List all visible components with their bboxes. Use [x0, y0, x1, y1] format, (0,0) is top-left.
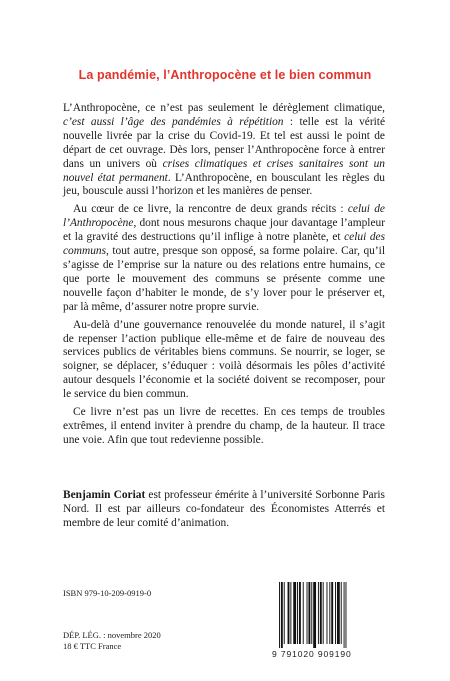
barcode-bar [346, 582, 347, 648]
book-title: La pandémie, l’Anthropocène et le bien commun [78, 68, 372, 82]
barcode-bar [293, 582, 296, 644]
italic-phrase: crises climatiques et crises sanitaires sont un nouvel état permanent [63, 157, 385, 184]
legal-deposit: DÉP. LÉG. : novembre 2020 [63, 630, 161, 640]
barcode-bar [303, 582, 304, 644]
price: 18 € TTC France [63, 640, 122, 651]
barcode-bar [331, 582, 333, 644]
text-segment: L’Anthropocène, ce n’est pas seulement le dérèglement climatique, [63, 102, 385, 114]
barcode-bar [308, 582, 310, 644]
italic-phrase: celui des communs [63, 231, 386, 258]
barcode-bar [311, 582, 312, 644]
italic-phrase: celui de l’Anthropocène [63, 203, 385, 230]
barcode-bar [284, 582, 285, 644]
author-bio-text: est professeur émérite à l’université Sorbonne Paris Nord. Il est par ailleurs co-fondateur des Économistes Atterrés et membre de leur comité d’animation. [63, 489, 385, 529]
barcode-bar [327, 582, 328, 644]
text-segment: , tout autre, presque son opposé, sa forme polaire. Car, qu’il s’agisse de l’emprise sur la nature ou des relations entre humains, ce que porte le mouvement des communs se présente comme une nouvelle façon d’habiter le monde, de s’y lover pour le préserver et, par là même, d’assurer notre propre survie. [63, 245, 385, 313]
text-segment: Au-delà d’une gouvernance renouvelée du monde naturel, il s’agit de repenser l’action publique elle-même et de faire de nouveau des services publics de véritables biens communs. Se nourrir, se loger, se soigner, se déplacer, s’éduquer : voilà désormais les pôles d’activité autour desquels l’économie et la société doivent se recomposer, pour le service du bien commun. [63, 318, 385, 401]
barcode-bar [318, 582, 319, 644]
barcode-digits: 9 791020 909190 [272, 649, 352, 659]
barcode-bar [290, 582, 291, 644]
author-bio [63, 488, 385, 530]
barcode-bar [344, 582, 345, 648]
barcode-bar [337, 582, 340, 644]
barcode-bar [320, 582, 322, 644]
text-segment: : telle est la vérité nouvelle livrée par la crise du Covid-19. Et tel est aussi le point de départ de cet ouvrage. Dès lors, penser l’Anthropocène force à entrer dans un univers où [63, 115, 385, 170]
barcode-bar [297, 582, 298, 644]
blurb-paragraph-2 [63, 203, 385, 314]
barcode-bar [341, 582, 342, 644]
text-segment: . L’Anthropocène, en bousculant les règles du jeu, bouscule aussi l’horizon et les manières de penser. [63, 171, 385, 198]
legal-info [63, 630, 161, 651]
text-segment: , dont nous mesurons chaque jour davantage l’ampleur et la gravité des destructions qu’il inflige à notre planète, et [63, 217, 385, 244]
barcode-bar [281, 582, 283, 648]
barcode-bar [323, 582, 324, 644]
blurb-paragraph-4 [63, 406, 385, 448]
text-segment: Ce livre n’est pas un livre de recettes. En ces temps de troubles extrêmes, il entend inviter à prendre du champ, de la hauteur. Il trace une voie. Afin que tout redevienne possible. [63, 406, 385, 446]
barcode-bar [279, 582, 280, 648]
blurb-paragraph-1 [63, 102, 385, 199]
barcode-bar [313, 582, 316, 648]
barcode-bar [329, 582, 330, 644]
isbn-line: ISBN 979-10-209-0919-0 [63, 588, 152, 598]
author-name: Benjamin Coriat [63, 489, 146, 501]
italic-phrase: c’est aussi l’âge des pandémies à répétition [63, 115, 284, 128]
text-segment: Au cœur de ce livre, la rencontre de deux grands récits : [73, 203, 348, 216]
blurb-paragraph-3 [63, 319, 385, 402]
barcode-bar [288, 582, 290, 644]
back-cover-blurb [63, 102, 385, 452]
barcode-bar [335, 582, 336, 644]
barcode-bar [299, 582, 301, 644]
barcode-bar [307, 582, 308, 644]
